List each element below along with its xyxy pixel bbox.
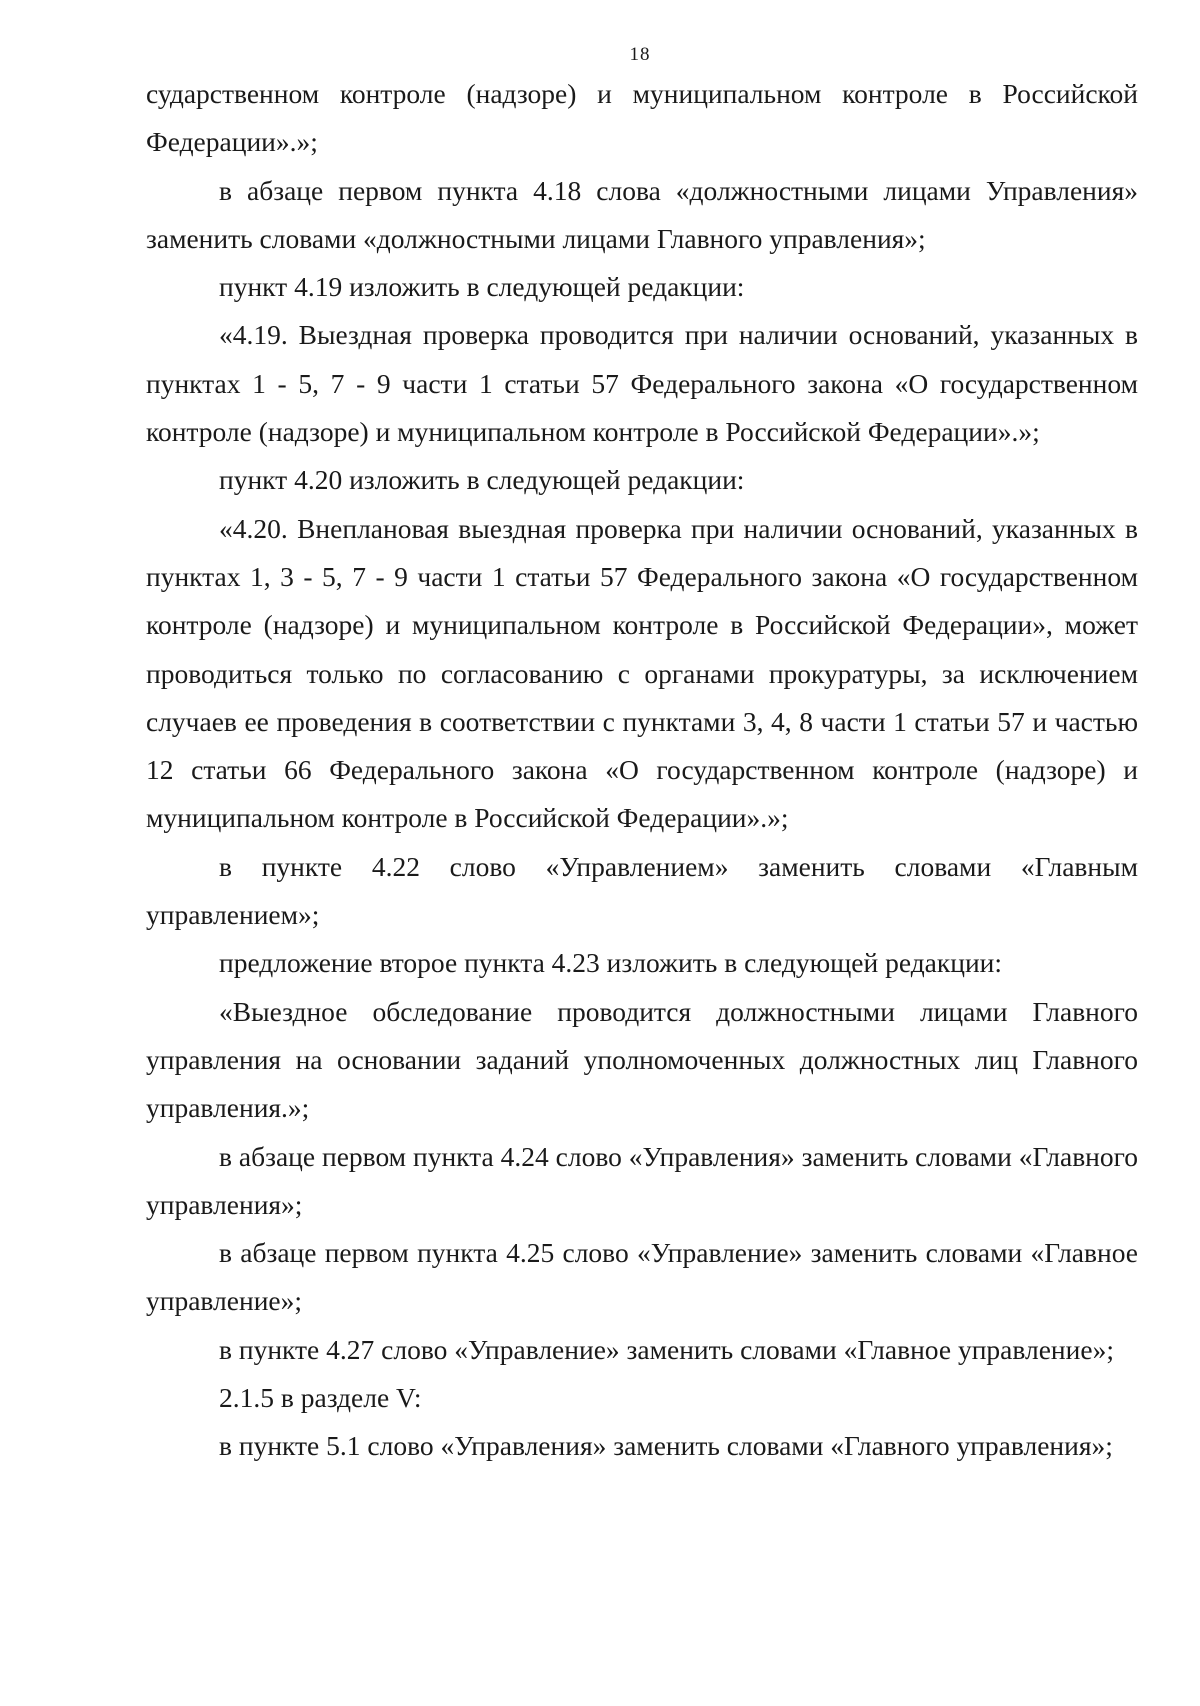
paragraph-continuation: сударственном контроле (надзоре) и муниципальном контроле в Российской Федерации».»; (146, 78, 1138, 158)
paragraph-4-19-intro: пункт 4.19 изложить в следующей редакции: (219, 271, 745, 303)
paragraph-4-22: в пункте 4.22 слово «Управлением» заменить словами «Главным управлением»; (146, 850, 1138, 931)
paragraph-4-18: в абзаце первом пункта 4.18 слова «должностными лицами Управления» заменить словами «должностными лицами Главного управления»; (146, 174, 1138, 254)
paragraph-4-24: в абзаце первом пункта 4.24 слово «Управления» заменить словами «Главного управления»; (146, 1140, 1138, 1220)
paragraph-4-20-intro: пункт 4.20 изложить в следующей редакции: (219, 464, 745, 496)
paragraph-2-1-5: 2.1.5 в разделе V: (219, 1382, 422, 1414)
paragraph-4-20-text: «4.20. Внеплановая выездная проверка при наличии оснований, указанных в пунктах 1, 3 - 5, 7 - 9 части 1 статьи 57 Федерального закона «О государственном контроле (надзоре) и муниципальном контроле в Российской Федерации», может проводиться только по согласованию с органами прокуратуры, за исключением случаев ее проведения в соответствии с пунктами 3, 4, 8 части 1 статьи 57 и частью 12 статьи 66 Федерального закона «О государственном контроле (надзоре) и муниципальном контроле в Российской Федерации».»; (146, 512, 1138, 834)
paragraph-5-1: в пункте 5.1 слово «Управления» заменить словами «Главного управления»; (219, 1430, 1113, 1462)
paragraph-4-23-text: «Выездное обследование проводится должностными лицами Главного управления на основании заданий уполномоченных должностных лиц Главного управления.»; (146, 995, 1138, 1124)
paragraph-4-19-text: «4.19. Выездная проверка проводится при наличии оснований, указанных в пунктах 1 - 5, 7 - 9 части 1 статьи 57 Федерального закона «О государственном контроле (надзоре) и муниципальном контроле в Российской Федерации».»; (146, 319, 1138, 448)
paragraph-4-25: в абзаце первом пункта 4.25 слово «Управление» заменить словами «Главное управление»; (146, 1237, 1138, 1317)
page-number: 18 (629, 44, 651, 65)
document-body (146, 70, 1138, 1471)
paragraph-4-23-intro: предложение второе пункта 4.23 изложить в следующей редакции: (219, 947, 1003, 979)
paragraph-4-27: в пункте 4.27 слово «Управление» заменить словами «Главное управление»; (219, 1333, 1114, 1365)
